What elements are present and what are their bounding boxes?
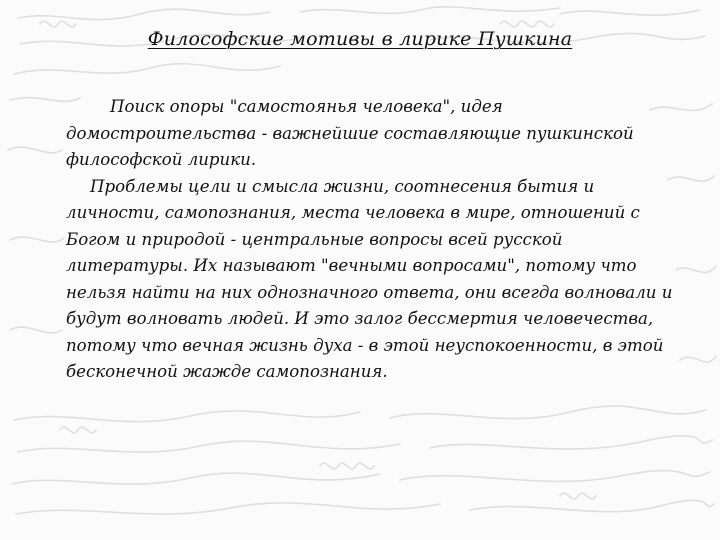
paragraph-1: Поиск опоры "самостоянья человека", идея домостроительства - важнейшие составляющие пушкинской философской лирики. bbox=[66, 97, 634, 169]
slide-body bbox=[66, 94, 676, 386]
paragraph-2: Проблемы цели и смысла жизни, соотнесения бытия и личности, самопознания, места человека в мире, отношений с Богом и природой - центральные вопросы всей русской литературы. Их называют "вечными вопросами", потому что нельзя найти на них однозначного ответа, они всегда волновали и будут волновать людей. И это залог бессмертия человечества, потому что вечная жизнь духа - в этой неуспокоенности, в этой бесконечной жажде самопознания. bbox=[66, 176, 673, 381]
slide-title-text: Философские мотивы в лирике Пушкина bbox=[147, 28, 573, 50]
slide-title bbox=[0, 28, 720, 50]
